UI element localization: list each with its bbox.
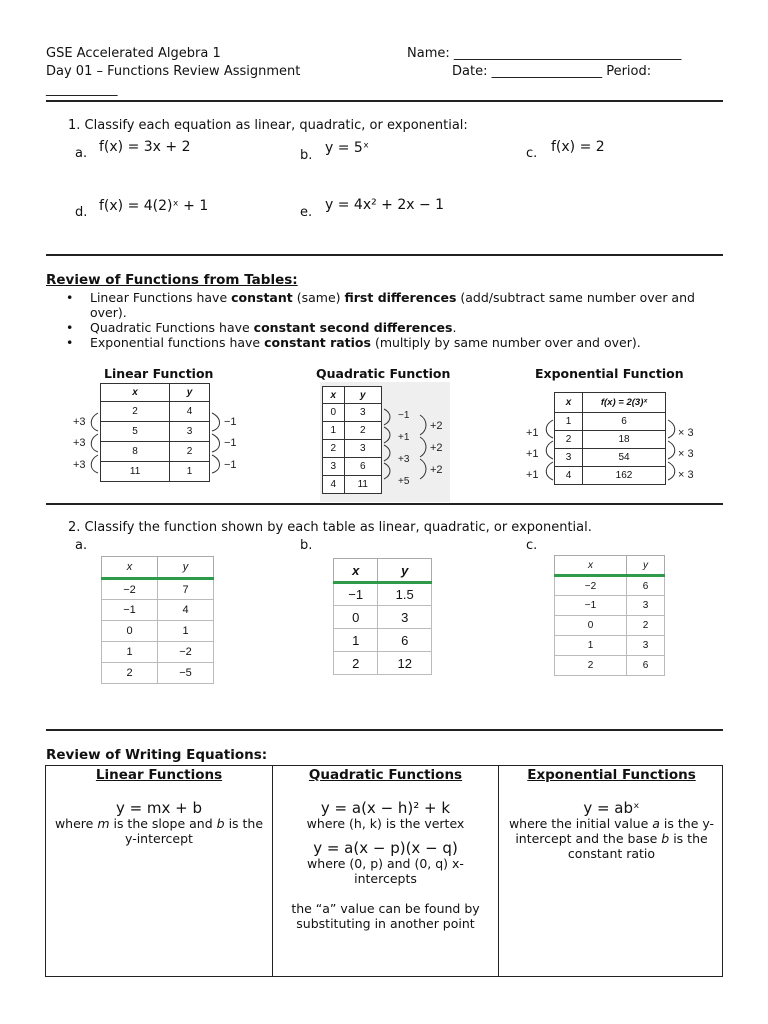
quadratic-vertex-desc: where (h, k) is the vertex (306, 816, 465, 831)
divider (46, 503, 723, 505)
exponential-left-arrows (542, 416, 556, 488)
review-bullets (66, 290, 716, 350)
q2-table-a: x y −2 7 −1 4 0 1 1 −2 2 −5 (101, 556, 214, 684)
quadratic-example-table: x y 0 3 1 2 2 3 3 6 4 11 (322, 386, 382, 494)
linear-left-diff: +3 (73, 416, 86, 428)
exponential-left-diff: +1 (526, 427, 539, 439)
quadratic-second-diff: +2 (430, 442, 443, 454)
q1-c-letter: c. (526, 146, 538, 161)
q1-a-equation: f(x) = 3x + 2 (99, 139, 191, 155)
period-line: ___________ (46, 82, 118, 97)
linear-right-diff: −1 (224, 437, 237, 449)
q2-a-letter: a. (75, 538, 88, 553)
writing-title: Review of Writing Equations: (46, 747, 268, 763)
exponential-example-table: x f(x) = 2(3)ˣ 1 6 2 18 3 54 4 162 (554, 392, 666, 485)
exponential-formula: y = abˣ (583, 799, 640, 817)
assignment-title: Day 01 – Functions Review Assignment (46, 64, 301, 79)
quadratic-first-diff: +3 (398, 454, 410, 465)
linear-description: where m is the slope and b is the y-intercept (54, 816, 264, 846)
q2-b-letter: b. (300, 538, 313, 553)
q1-a-letter: a. (75, 146, 88, 161)
linear-right-arrows (210, 410, 224, 480)
quadratic-second-diff: +2 (430, 420, 443, 432)
q1-d-letter: d. (75, 205, 88, 220)
course-title: GSE Accelerated Algebra 1 (46, 46, 221, 61)
quadratic-intercept-desc: where (0, p) and (0, q) x-intercepts (307, 856, 464, 886)
linear-formula: y = mx + b (115, 799, 203, 817)
name-field: Name: ___________________________________ (407, 46, 682, 61)
quadratic-first-diff: −1 (398, 410, 410, 421)
exponential-right-arrows (666, 416, 680, 488)
divider (46, 254, 723, 256)
exponential-ratio: × 3 (678, 448, 694, 460)
q1-prompt: 1. Classify each equation as linear, quadratic, or exponential: (68, 118, 468, 133)
bullet-exponential: • Exponential functions have constant ratios (multiply by same number over and over). (66, 335, 716, 350)
exponential-left-diff: +1 (526, 448, 539, 460)
exponential-ratio: × 3 (678, 427, 694, 439)
linear-heading: Linear Functions (95, 767, 223, 783)
linear-right-diff: −1 (224, 459, 237, 471)
q2-table-b: x y −1 1.5 0 3 1 6 2 12 (333, 558, 432, 675)
q1-d-equation: f(x) = 4(2)ˣ + 1 (99, 198, 209, 214)
divider (46, 729, 723, 731)
quadratic-column (272, 766, 498, 976)
linear-left-arrows (88, 410, 102, 480)
divider (46, 100, 723, 102)
exponential-heading: Exponential Functions (527, 767, 696, 783)
q1-e-equation: y = 4x² + 2x − 1 (325, 197, 445, 213)
q1-b-equation: y = 5ˣ (325, 140, 370, 156)
q1-c-equation: f(x) = 2 (551, 139, 605, 155)
quadratic-example-title: Quadratic Function (316, 366, 451, 381)
quadratic-intercept-formula: y = a(x − p)(x − q) (313, 839, 458, 857)
quadratic-vertex-formula: y = a(x − h)² + k (320, 799, 451, 817)
date-period-field: Date: _________________ Period: (452, 64, 652, 79)
quadratic-heading: Quadratic Functions (308, 767, 463, 783)
linear-column (46, 766, 272, 976)
linear-right-diff: −1 (224, 416, 237, 428)
q1-e-letter: e. (300, 205, 313, 220)
bullet-linear: • Linear Functions have constant (same) first differences (add/subtract same number over and over). (66, 290, 716, 320)
exponential-description: where the initial value a is the y-intercept and the base b is the constant ratio (508, 816, 715, 861)
linear-left-diff: +3 (73, 437, 86, 449)
quadratic-a-value-desc: the “a” value can be found by substituting in another point (291, 901, 480, 931)
writing-equations-table (45, 765, 723, 977)
linear-example-title: Linear Function (104, 366, 214, 381)
exponential-column (498, 766, 724, 976)
quadratic-second-diff: +2 (430, 464, 443, 476)
q2-c-letter: c. (526, 538, 538, 553)
linear-left-diff: +3 (73, 459, 86, 471)
quadratic-first-diff: +1 (398, 432, 410, 443)
exponential-example-title: Exponential Function (535, 366, 684, 381)
bullet-quadratic: • Quadratic Functions have constant second differences. (66, 320, 716, 335)
q1-b-letter: b. (300, 148, 313, 163)
q2-table-c: x y −2 6 −1 3 0 2 1 3 2 6 (554, 555, 665, 676)
quadratic-first-diff: +5 (398, 476, 410, 487)
exponential-ratio: × 3 (678, 469, 694, 481)
review-tables-title: Review of Functions from Tables: (46, 272, 298, 288)
exponential-left-diff: +1 (526, 469, 539, 481)
q2-prompt: 2. Classify the function shown by each table as linear, quadratic, or exponential. (68, 520, 592, 535)
linear-example-table: x y 2 4 5 3 8 2 11 1 (100, 383, 210, 482)
